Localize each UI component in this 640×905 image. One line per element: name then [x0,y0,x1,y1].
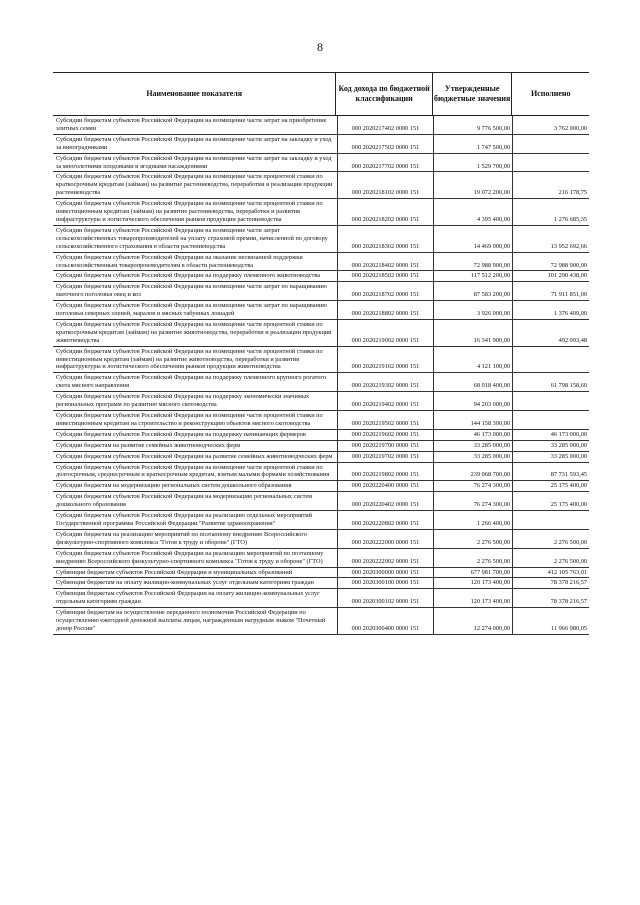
row-code: 000 2020222002 0000 151 [337,549,433,567]
row-name: Субсидии бюджетам субъектов Российской Федерации на модернизацию региональных систем дошкольного образования [56,493,313,509]
row-name: Субсидии бюджетам субъектов Российской Федерации на поддержку племенного крупного рогатого скота мясного направления [56,374,326,390]
row-approved: 1 529 700,00 [433,154,512,172]
row-executed: 2 276 500,00 [512,549,589,567]
row-executed: 46 173 000,00 [512,430,589,440]
row-approved: 33 285 000,00 [433,441,512,451]
table-row [53,199,589,226]
table-row [53,492,589,511]
row-code: 000 2020217702 0000 151 [337,154,433,172]
row-code: 000 2020220402 0000 151 [337,492,433,510]
row-approved: 239 068 700,00 [433,463,512,481]
table-row [53,301,589,320]
table-body [53,116,589,635]
row-code: 000 2020219002 0000 151 [337,320,433,346]
row-executed: 492 993,48 [512,320,589,346]
table-row [53,578,589,589]
row-code: 000 2020218702 0000 151 [337,282,433,300]
row-name: Субсидии бюджетам субъектов Российской Федерации на поддержку начинающих фермеров [56,430,306,438]
row-executed: 2 276 500,00 [512,530,589,548]
row-name: Субсидии бюджетам субъектов Российской Федерации на возмещение части затрат по наращиванию маточного поголовья овец и коз [56,283,327,299]
row-executed: 1 376 409,00 [512,301,589,319]
header-name: Наименование показателя [146,89,243,98]
row-name: Субсидии бюджетам субъектов Российской Федерации на возмещение части процентной ставки по инвестиционным кредитам (займам) на развитие растениеводства, переработки и развития инфраструктуры и логистического обеспечения рынков продукции растениеводства [56,200,323,223]
row-executed: 87 731 593,45 [512,463,589,481]
row-name: Субсидии бюджетам субъектов Российской Федерации на возмещение части процентной ставки по инвестиционным кредитам (займам) на развитие животноводства, переработки и развития инфраструктуры и логистического обеспечения рынков продукции животноводства [56,347,323,371]
row-executed: 101 290 438,00 [512,271,589,281]
header-executed: Исполнено [511,73,589,115]
page-number: 8 [317,40,323,54]
table-row [53,392,589,411]
row-executed [512,347,589,373]
row-approved: 72 988 900,00 [433,253,512,271]
row-executed [512,154,589,172]
row-name: Субсидии бюджетам субъектов Российской Федерации на реализацию отдельных мероприятий Государственной программы Российской Федерации "Развитие здравоохранения" [56,512,313,527]
row-code: 000 2020218402 0000 151 [337,253,433,271]
row-name: Субсидии бюджетам субъектов Российской Федерации на возмещение части затрат на закладку и уход за виноградниками [56,135,332,151]
row-executed: 71 911 851,00 [512,282,589,300]
row-executed: 11 966 980,05 [512,608,589,634]
row-code: 000 2020218202 0000 151 [337,199,433,225]
row-name: Субвенции бюджетам на оплату жилищно-коммунальных услуг отдельным категориям граждан [56,579,314,587]
row-name: Субсидии бюджетам субъектов Российской Федерации на возмещение части затрат на приобретение элитных семян [56,117,327,132]
table-row [53,430,589,441]
row-approved: 1 747 500,00 [433,135,512,153]
row-executed: 25 175 400,00 [512,492,589,510]
row-approved: 46 173 000,00 [433,430,512,440]
row-code: 000 2020217402 0000 151 [337,116,433,134]
budget-table [53,72,589,635]
table-row [53,271,589,282]
row-code: 000 2020218102 0000 151 [337,172,433,198]
table-row [53,568,589,579]
row-name: Субсидии бюджетам на реализацию мероприятий по поэтапному внедрению Всероссийского физкультурно-спортивного комплекса "Готов к труду и обороне" (ГТО) [56,530,307,546]
row-code: 000 2020222000 0000 151 [337,530,433,548]
row-code: 000 2020219602 0000 151 [337,430,433,440]
row-approved: 12 274 000,00 [433,608,512,634]
row-approved: 76 274 300,00 [433,492,512,510]
row-code: 000 2020300102 0000 151 [337,589,433,607]
row-code: 000 2020300000 0000 151 [337,568,433,578]
row-executed: 33 285 000,00 [512,441,589,451]
row-executed: 61 798 158,60 [512,373,589,391]
row-code: 000 2020218502 0000 151 [337,271,433,281]
row-approved: 4 395 400,00 [433,199,512,225]
row-name: Субсидии бюджетам субъектов Российской Федерации на оказание несвязанной поддержки сельскохозяйственным товаропроизводителям в области растениеводства [56,253,303,269]
row-code: 000 2020218802 0000 151 [337,301,433,319]
table-row [53,347,589,374]
table-row [53,116,589,135]
row-name: Субсидии бюджетам на развитие семейных животноводческих ферм [56,441,241,449]
row-approved: 9 776 500,00 [433,116,512,134]
row-approved: 33 285 000,00 [433,452,512,462]
table-row [53,511,589,530]
row-executed: 3 762 000,00 [512,116,589,134]
row-code: 000 2020219702 0000 151 [337,452,433,462]
table-row [53,411,589,430]
row-code: 000 2020220802 0000 151 [337,511,433,529]
row-name: Субсидии бюджетам субъектов Российской Федерации на развитие семейных животноводческих ферм [56,452,333,460]
row-name: Субвенции бюджетам субъектов Российской Федерации на оплату жилищно-коммунальных услуг отдельным категориям граждан [56,590,320,606]
row-code: 000 2020219802 0000 151 [337,463,433,481]
row-code: 000 2020300400 0000 151 [337,608,433,634]
row-approved: 1 266 400,00 [433,511,512,529]
table-row [53,530,589,549]
table-row [53,135,589,154]
row-approved: 3 926 000,00 [433,301,512,319]
table-row [53,253,589,272]
row-approved: 94 203 000,00 [433,392,512,410]
row-code: 000 2020219502 0000 151 [337,411,433,429]
row-code: 000 2020220400 0000 151 [337,481,433,491]
table-row [53,320,589,347]
row-approved: 2 276 500,00 [433,549,512,567]
table-row [53,549,589,568]
row-approved: 87 583 200,00 [433,282,512,300]
row-approved: 14 469 000,00 [433,226,512,252]
row-executed: 25 175 400,00 [512,481,589,491]
row-executed [512,135,589,153]
table-row [53,441,589,452]
row-approved: 120 173 400,00 [433,578,512,588]
row-name: Субсидии бюджетам субъектов Российской Федерации на поддержку экономически значимых региональных программ по развитию мясного скотоводства [56,393,310,409]
row-executed: 78 378 216,57 [512,578,589,588]
row-executed: 412 105 763,01 [512,568,589,578]
row-approved: 120 173 400,00 [433,589,512,607]
row-code: 000 2020219102 0000 151 [337,347,433,373]
table-row [53,373,589,392]
row-code: 000 2020218302 0000 151 [337,226,433,252]
row-approved: 19 072 200,00 [433,172,512,198]
table-row [53,608,589,635]
table-row [53,589,589,608]
row-executed: 33 285 000,00 [512,452,589,462]
row-name: Субсидии бюджетам субъектов Российской Федерации на возмещение части процентной ставки по краткосрочным кредитам (займам) на развитие животноводства, переработки и реализации продукции животноводства [56,320,332,344]
row-executed: 78 378 216,57 [512,589,589,607]
table-row [53,282,589,301]
row-name: Субсидии бюджетам субъектов Российской Федерации на возмещение части процентной ставки по долгосрочным, среднесрочным и краткосрочным кредитам, взятым малыми формами хозяйствования [56,463,330,479]
row-executed [512,411,589,429]
row-executed: 1 276 685,35 [512,199,589,225]
row-approved: 68 018 400,00 [433,373,512,391]
header-approved: Утвержденные бюджетные значения [432,73,512,115]
row-name: Субсидии бюджетам субъектов Российской Федерации на возмещение части затрат сельскохозяйственных товаропроизводителей на уплату страховой премии, начисленной по договору сельскохозяйственного страхования в области растениеводства [56,226,328,250]
row-approved: 144 158 300,00 [433,411,512,429]
row-code: 000 2020219402 0000 151 [337,392,433,410]
row-executed: 72 988 900,00 [512,253,589,271]
row-name: Субвенции бюджетам субъектов Российской Федерации и муниципальных образований [56,568,293,576]
row-executed: 13 952 692,66 [512,226,589,252]
row-approved: 2 276 500,00 [433,530,512,548]
row-code: 000 2020217502 0000 151 [337,135,433,153]
row-executed [512,511,589,529]
row-name: Субсидии бюджетам субъектов Российской Федерации на возмещение части затрат по наращиванию поголовья северных оленей, маралов и мясных табунных лошадей [56,302,327,318]
table-row [53,452,589,463]
row-approved: 4 121 100,00 [433,347,512,373]
row-approved: 117 512 200,00 [433,271,512,281]
row-name: Субсидии бюджетам субъектов Российской Федерации на реализацию мероприятий по поэтапному внедрению Всероссийского физкультурно-спортивного комплекса "Готов к труду и обороне" (ГТО) [56,549,324,565]
row-executed: 216 178,75 [512,172,589,198]
row-executed [512,392,589,410]
row-code: 000 2020219700 0000 151 [337,441,433,451]
table-row [53,226,589,253]
table-row [53,463,589,482]
row-name: Субсидии бюджетам субъектов Российской Федерации на поддержку племенного животноводства [56,272,321,280]
row-code: 000 2020300100 0000 151 [337,578,433,588]
table-row [53,481,589,492]
header-code: Код дохода по бюджетной классификации [335,73,431,115]
row-name: Субсидии бюджетам субъектов Российской Федерации на возмещение части процентной ставки по краткосрочным кредитам (займам) на развитие растениеводства, переработки и реализации продукции растениеводства [56,173,333,197]
row-name: Субсидии бюджетам субъектов Российской Федерации на возмещение части процентной ставки по инвестиционным кредитам на строительство и реконструкцию объектов мясного скотоводства [56,412,323,427]
row-name: Субсидии бюджетам субъектов Российской Федерации на возмещение части затрат на закладку и уход за многолетними плодовыми и ягодными насаждениями [56,154,332,170]
table-row [53,172,589,199]
row-name: Субвенции бюджетам на осуществление переданного полномочия Российской Федерации по осуществлению ежегодной денежной выплаты лицам, награжденным нагрудным знаком "Почетный донор России" [56,609,326,632]
row-code: 000 2020219302 0000 151 [337,373,433,391]
table-row [53,154,589,173]
row-approved: 76 274 300,00 [433,481,512,491]
row-approved: 677 981 700,00 [433,568,512,578]
table-header [53,72,589,116]
row-name: Субсидии бюджетам на модернизацию региональных систем дошкольного образования [56,482,292,490]
row-approved: 16 341 900,00 [433,320,512,346]
